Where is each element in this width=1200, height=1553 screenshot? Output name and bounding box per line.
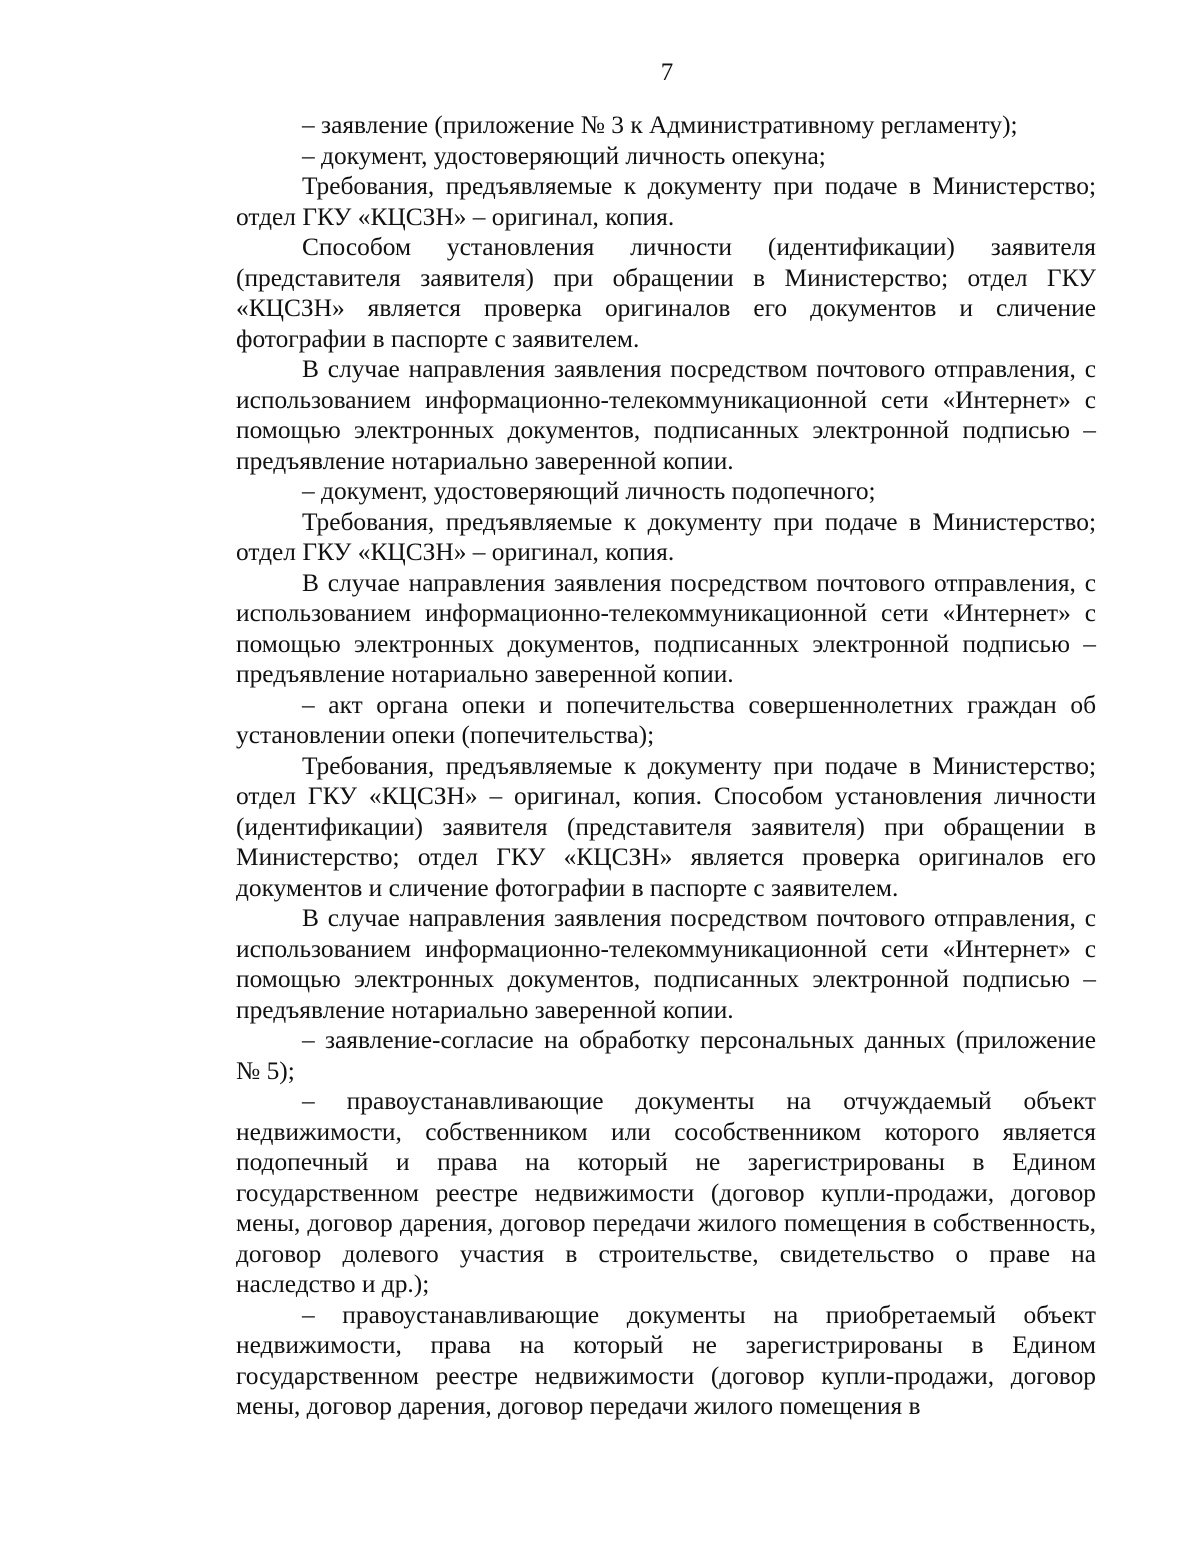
postal-submission-paragraph: В случае направления заявления посредством почтового отправления, с использованием информационно-телекоммуникационной сети «Интернет» с помощью электронных документов, подписанных электронной подписью – предъявление нотариально заверенной копии.	[236, 904, 1096, 1024]
page-body	[236, 110, 1096, 1422]
identification-paragraph: Способом установления личности (идентификации) заявителя (представителя заявителя) при обращении в Министерство; отдел ГКУ «КЦСЗН» является проверка оригиналов его документов и сличение фотографии в паспорте с заявителем.	[236, 233, 1096, 353]
list-item-consent: – заявление-согласие на обработку персональных данных (приложение № 5);	[236, 1026, 1096, 1085]
list-item-guardianship-act: – акт органа опеки и попечительства совершеннолетних граждан об установлении опеки (попечительства);	[236, 690, 1096, 749]
postal-submission-paragraph: В случае направления заявления посредством почтового отправления, с использованием информационно-телекоммуникационной сети «Интернет» с помощью электронных документов, подписанных электронной подписью – предъявление нотариально заверенной копии.	[236, 568, 1096, 688]
page-number: 7	[660, 59, 674, 86]
requirements-identification-paragraph: Требования, предъявляемые к документу при подаче в Министерство; отдел ГКУ «КЦСЗН» – оригинал, копия. Способом установления личности (идентификации) заявителя (представителя заявителя) при обращении в Министерство; отдел ГКУ «КЦСЗН» является проверка оригиналов его документов и сличение фотографии в паспорте с заявителем.	[236, 751, 1096, 902]
list-item-alienated-property-docs: – правоустанавливающие документы на отчуждаемый объект недвижимости, собственником или сособственником которого является подопечный и права на который не зарегистрированы в Едином государственном реестре недвижимости (договор купли-продажи, договор мены, договор дарения, договор передачи жилого помещения в собственность, договор долевого участия в строительстве, свидетельство о праве на наследство и др.);	[236, 1087, 1096, 1298]
list-item-ward-id: – документ, удостоверяющий личность подопечного;	[302, 477, 876, 505]
list-item-guardian-id: – документ, удостоверяющий личность опекуна;	[302, 141, 826, 170]
list-item-application: – заявление (приложение № 3 к Административному регламенту);	[302, 111, 1018, 139]
requirements-paragraph: Требования, предъявляемые к документу при подаче в Министерство; отдел ГКУ «КЦСЗН» – оригинал, копия.	[236, 507, 1096, 566]
requirements-paragraph: Требования, предъявляемые к документу при подаче в Министерство; отдел ГКУ «КЦСЗН» – оригинал, копия.	[236, 172, 1096, 231]
postal-submission-paragraph: В случае направления заявления посредством почтового отправления, с использованием информационно-телекоммуникационной сети «Интернет» с помощью электронных документов, подписанных электронной подписью – предъявление нотариально заверенной копии.	[236, 355, 1096, 475]
list-item-acquired-property-docs: – правоустанавливающие документы на приобретаемый объект недвижимости, права на который не зарегистрированы в Едином государственном реестре недвижимости (договор купли-продажи, договор мены, договор дарения, договор передачи жилого помещения в	[236, 1300, 1096, 1420]
